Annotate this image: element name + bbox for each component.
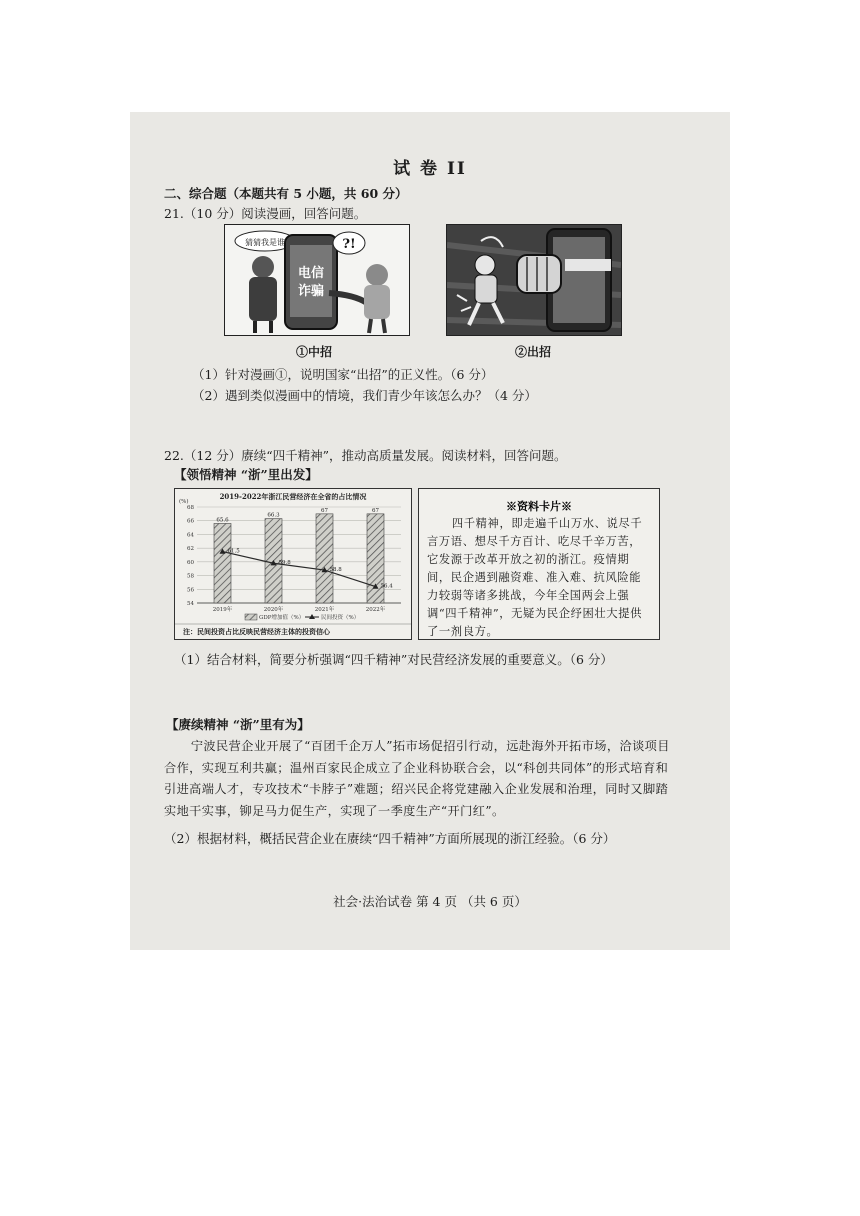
comic2-caption: ②出招 <box>515 345 552 359</box>
chart-x-tick: 2021年 <box>314 607 335 613</box>
chart-bar-label: 67 <box>321 507 328 514</box>
chart-y-tick: 62 <box>187 546 194 553</box>
chart-y-tick: 64 <box>187 532 194 539</box>
chart-bar <box>367 514 384 603</box>
exam-page <box>130 112 730 950</box>
chart-x-tick: 2022年 <box>365 607 386 613</box>
material-2-title: 【赓续精神 “浙”里有为】 <box>166 717 310 732</box>
chart-line-label: 56.4 <box>380 583 393 590</box>
info-card-body: 四千精神，即走遍千山万水、说尽千言万语、想尽千方百计、吃尽千辛万苦，它发源于改革开放之初的浙江。疫情期间，民企遇到融资难、准入难、抗风险能力较弱等诸多挑战，今年全国两会上强调“四千精神”，无疑为民企纾困壮大提供了一剂良方。 <box>427 517 643 638</box>
chart-line-series <box>223 552 376 587</box>
chart-title: 2019-2022年浙江民营经济在全省的占比情况 <box>219 492 367 501</box>
chart-y-tick: 58 <box>187 573 194 580</box>
chart-note: 注：民间投资占比反映民营经济主体的投资信心 <box>183 627 330 636</box>
comic1-exclaim: ?! <box>342 237 356 252</box>
comic1-caption: ①中招 <box>296 345 333 359</box>
chart-line-label: 61.5 <box>227 548 240 555</box>
chart-y-tick: 56 <box>187 587 194 594</box>
legend-bar-label: GDP增加值（%） <box>259 615 305 621</box>
chart-y-tick: 54 <box>187 601 194 607</box>
question-21-part-2: （2）遇到类似漫画中的情境，我们青少年该怎么办？（4 分） <box>192 388 537 403</box>
info-card <box>418 488 660 640</box>
question-21-stem: 21.（10 分）阅读漫画，回答问题。 <box>164 206 367 221</box>
material-2-paragraph: 宁波民营企业开展了“百团千企万人”拓市场促招引行动，远赴海外开拓市场，洽谈项目合作，实现互利共赢；温州百家民企成立了企业科协联合会，以“科创共同体”的形式培育和引进高端人才，专攻技术“卡脖子”难题；绍兴民企将党建融入企业发展和治理，同时又脚踏实地干实事，铆足马力促生产，实现了一季度生产“开门红”。 <box>164 739 670 818</box>
legend-line-label: 民间投资（%） <box>321 615 360 621</box>
chart-bar <box>214 523 231 603</box>
comic1-screen-text: 电信 <box>297 266 325 281</box>
chart-bar-label: 66.3 <box>267 512 280 519</box>
economy-share-chart <box>174 488 412 640</box>
chart-y-unit: (%) <box>179 499 189 505</box>
svg-text:诈骗: 诈骗 <box>297 284 325 299</box>
question-22-part-2: （2）根据材料，概括民营企业在赓续“四千精神”方面所展现的浙江经验。（6 分） <box>164 831 616 846</box>
question-22-stem: 22.（12 分）赓续“四千精神”，推动高质量发展。阅读材料，回答问题。 <box>164 448 567 463</box>
material-1-title: 【领悟精神 “浙”里出发】 <box>174 467 318 482</box>
chart-x-tick: 2020年 <box>263 607 284 613</box>
info-card-title: ※资料卡片※ <box>506 500 572 513</box>
question-22-part-1: （1）结合材料，简要分析强调“四千精神”对民营经济发展的重要意义。（6 分） <box>174 652 613 667</box>
chart-x-tick: 2019年 <box>212 607 233 613</box>
comic1-bubble-text: 猜猜我是谁 <box>245 238 285 247</box>
chart-y-tick: 66 <box>187 518 194 525</box>
chart-bar-label: 67 <box>372 507 379 514</box>
section-heading: 二、综合题（本题共有 5 小题，共 60 分） <box>164 186 408 201</box>
comic-crackdown-image <box>446 224 622 336</box>
comic-fraud-image <box>224 224 410 336</box>
chart-line-label: 59.8 <box>278 560 291 567</box>
page-footer: 社会·法治试卷 第 4 页 （共 6 页） <box>333 894 527 909</box>
chart-y-tick: 60 <box>187 559 194 566</box>
question-21-part-1: （1）针对漫画①，说明国家“出招”的正义性。（6 分） <box>192 367 494 382</box>
chart-line-label: 58.8 <box>329 567 342 574</box>
legend-bar-swatch <box>245 614 257 620</box>
chart-y-tick: 68 <box>187 505 194 511</box>
chart-bar-label: 65.6 <box>216 517 229 524</box>
page-title: 试 卷 II <box>393 159 467 179</box>
chart-bar <box>316 514 333 603</box>
